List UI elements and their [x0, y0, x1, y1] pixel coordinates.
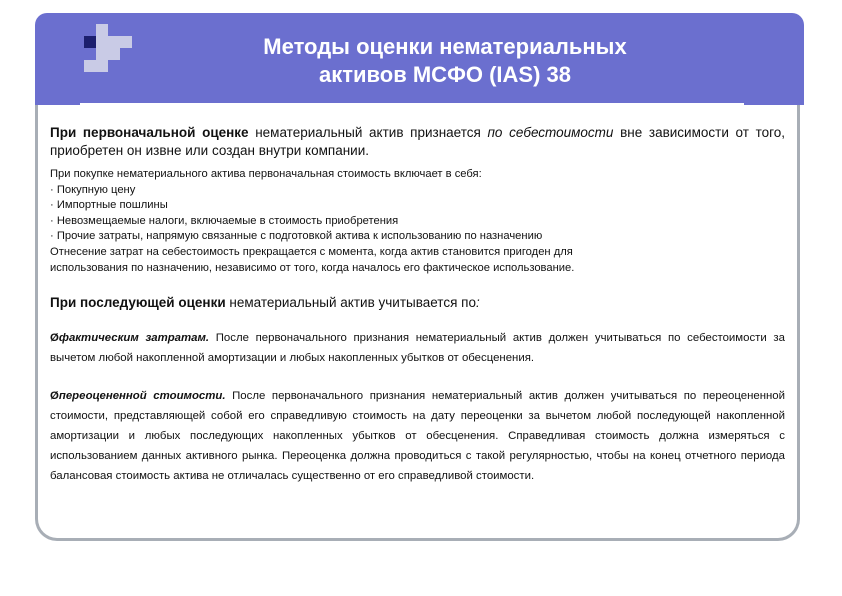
subsequent-valuation-paragraph: [50, 294, 785, 312]
slide-title: [175, 33, 715, 89]
title-line-1: Методы оценки нематериальных: [263, 34, 627, 59]
initial-emphasis: по себестоимости: [487, 125, 614, 140]
slide-content: [50, 124, 785, 487]
bullet-term: переоцененной стоимости.: [58, 389, 226, 402]
bullet-text: После первоначального признания нематериальный актив должен учитываться по переоцененной стоимости, представляющей собой его справедливую стоимость на дату переоценки за вычетом любой последующей накопленной амортизации и любых последующих накопленных убытков от обесценения. Справедливая стоимость должна измеряться с использованием данных активного рынка. Переоценка должна проводиться с такой регулярностью, чтобы на конец отчетного периода балансовая стоимость актива не отличалась существенно от его справедливой стоимости.: [50, 389, 785, 483]
bullet-actual-costs: [50, 328, 785, 368]
subsequent-text: нематериальный актив учитывается по: [225, 295, 476, 311]
initial-lead: При первоначальной оценке: [50, 125, 249, 140]
subsequent-lead: При последующей оценки: [50, 295, 226, 311]
arrow-bullet-icon: Ø: [50, 332, 59, 345]
purchase-stop-line-2: использования по назначению, независимо от того, когда началось его фактическое использование.: [50, 261, 575, 274]
purchase-block: [50, 167, 785, 276]
purchase-item: · Невозмещаемые налоги, включаемые в стоимость приобретения: [50, 214, 399, 227]
purchase-item: · Прочие затраты, напрямую связанные с подготовкой актива к использованию по назначению: [50, 230, 543, 243]
initial-text-b: вне зависимости от того, приобретен он извне или создан внутри компании.: [50, 125, 785, 158]
squares-logo-icon: [72, 24, 132, 84]
initial-valuation-paragraph: [50, 124, 785, 160]
purchase-intro: При покупке нематериального актива первоначальная стоимость включает в себя:: [50, 168, 482, 180]
arrow-bullet-icon: Ø: [50, 389, 59, 402]
title-banner: [35, 13, 804, 105]
bullet-text: После первоначального признания нематериальный актив должен учитываться по себестоимости за вычетом любой накопленной амортизации и любых накопленных убытков от обесценения.: [50, 332, 785, 365]
subsequent-colon: :: [475, 295, 480, 311]
purchase-item: · Покупную цену: [50, 183, 136, 196]
title-line-2: активов МСФО (IAS) 38: [319, 62, 571, 87]
bullet-revalued-cost: [50, 386, 785, 487]
purchase-stop-line-1: Отнесение затрат на себестоимость прекращается с момента, когда актив становится пригоден для: [50, 245, 573, 258]
bullet-term: фактическим затратам.: [58, 332, 210, 345]
purchase-item: · Импортные пошлины: [50, 199, 168, 212]
initial-text-a: нематериальный актив признается: [248, 125, 488, 140]
